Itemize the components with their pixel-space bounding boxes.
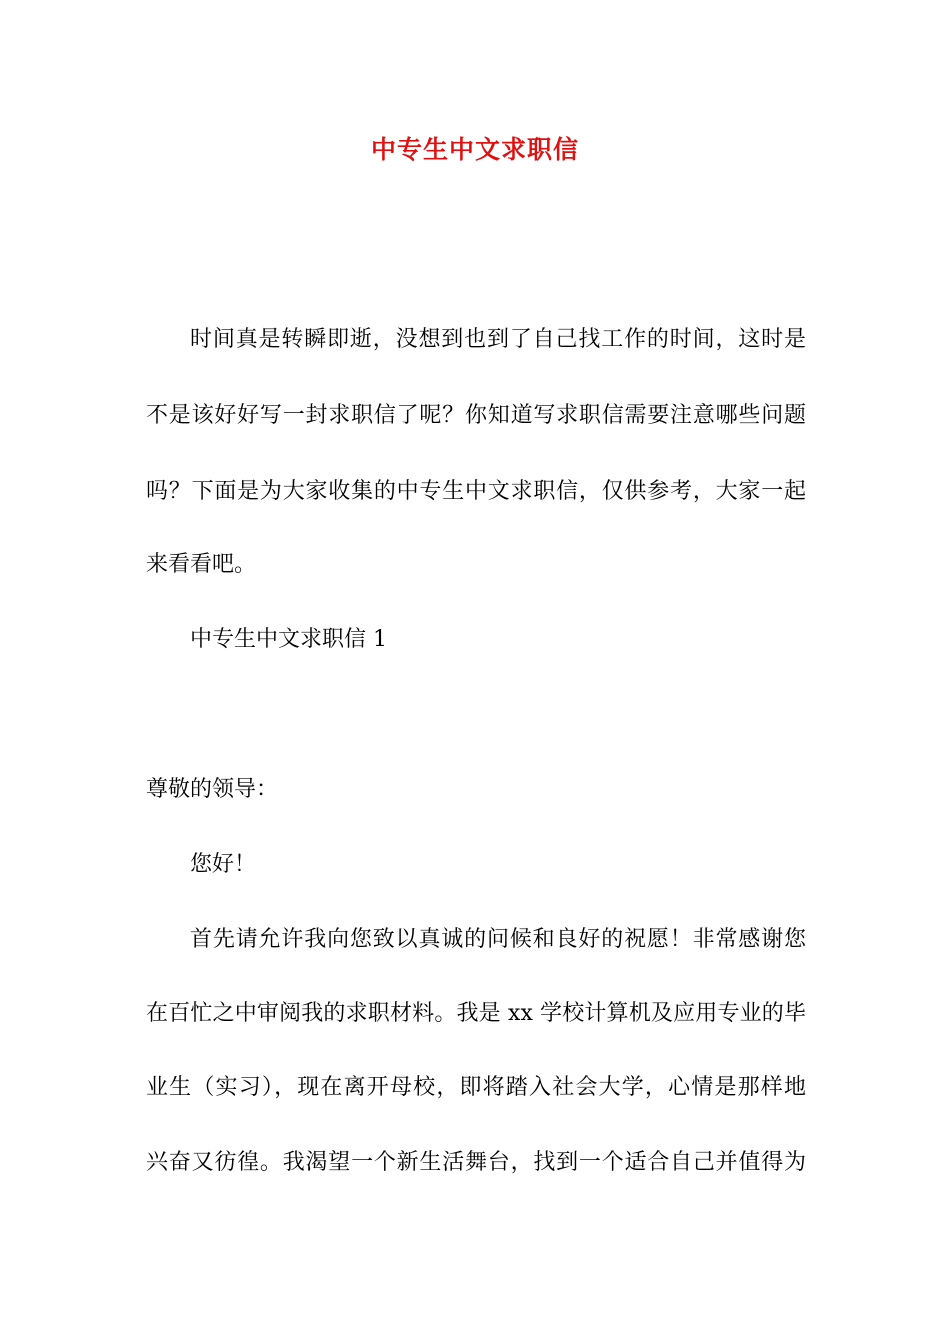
document-title: 中专生中文求职信 <box>370 135 579 164</box>
paragraph-line: 首先请允许我向您致以真诚的问候和良好的祝愿！非常感谢您 <box>190 927 806 952</box>
paragraph-line: 不是该好好写一封求职信了呢？你知道写求职信需要注意哪些问题 <box>146 403 806 428</box>
paragraph-line: 兴奋又彷徨。我渴望一个新生活舞台，找到一个适合自己并值得为 <box>146 1150 806 1175</box>
paragraph-line: 在百忙之中审阅我的求职材料。我是 xx 学校计算机及应用专业的毕 <box>146 1001 806 1026</box>
paragraph-line: 吗？下面是为大家收集的中专生中文求职信，仅供参考，大家一起 <box>146 479 806 504</box>
paragraph-line: 来看看吧。 <box>146 552 257 577</box>
greeting: 您好！ <box>190 852 257 877</box>
paragraph-line: 时间真是转瞬即逝，没想到也到了自己找工作的时间，这时是 <box>190 327 806 352</box>
paragraph-line: 业生（实习），现在离开母校，即将踏入社会大学，心情是那样地 <box>146 1075 806 1100</box>
salutation: 尊敬的领导： <box>146 777 279 802</box>
section-heading: 中专生中文求职信 1 <box>190 627 387 652</box>
